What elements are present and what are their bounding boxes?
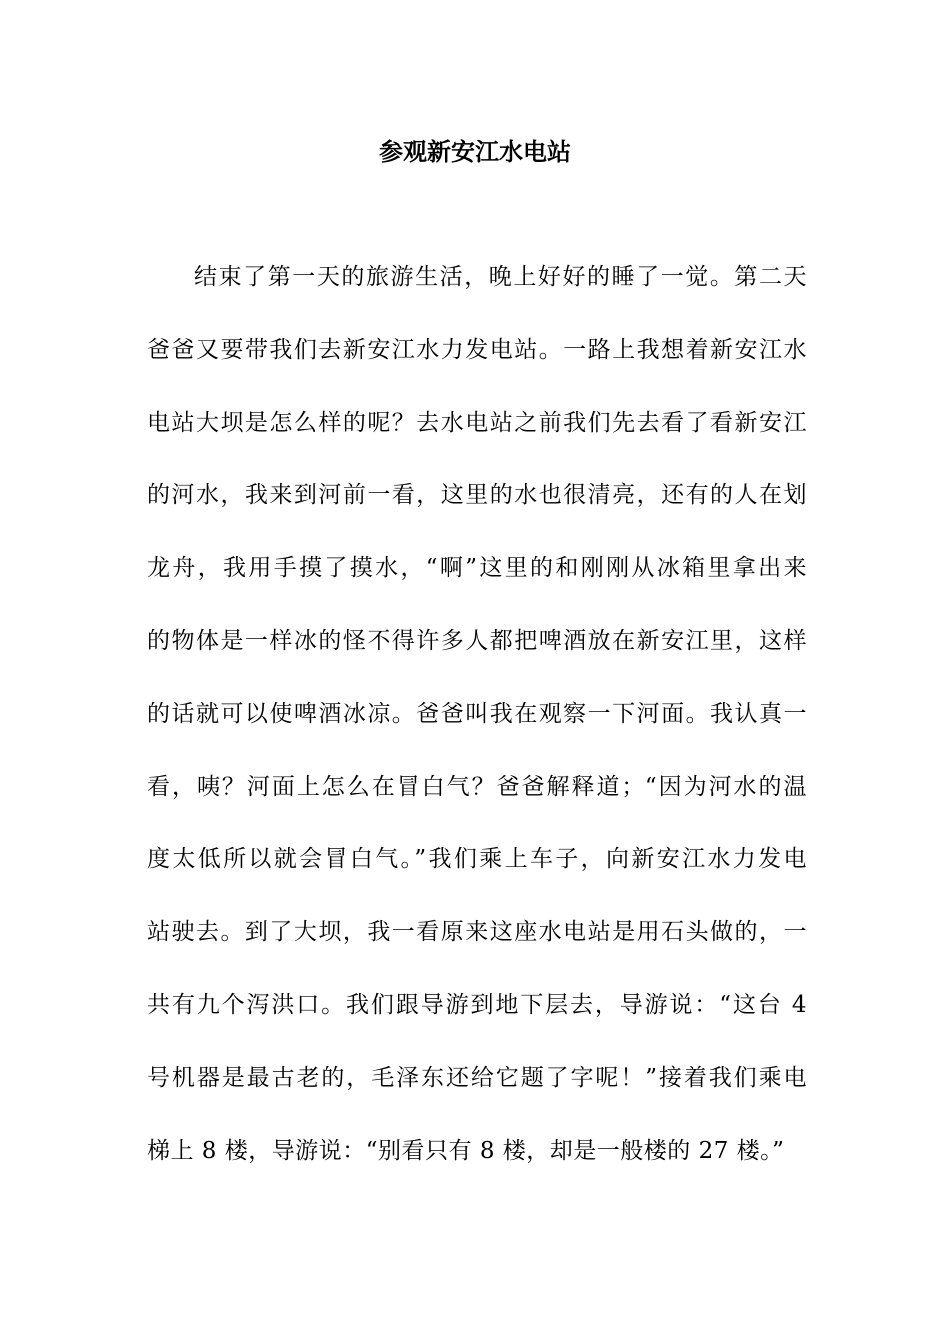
paragraph-line: 龙舟，我用手摸了摸水，“啊”这里的和刚刚从冰箱里拿出来 — [147, 555, 807, 582]
paragraph-line: 电站大坝是怎么样的呢？去水电站之前我们先去看了看新安江 — [147, 409, 807, 436]
paragraph-line: 度太低所以就会冒白气。”我们乘上车子，向新安江水力发电 — [147, 846, 807, 873]
paragraph-line: 的话就可以使啤酒冰凉。爸爸叫我在观察一下河面。我认真一 — [147, 700, 807, 727]
paragraph-line: 的河水，我来到河前一看，这里的水也很清亮，还有的人在划 — [147, 482, 807, 509]
document-body — [147, 257, 807, 1203]
document-title: 参观新安江水电站 — [379, 137, 571, 166]
paragraph-line: 共有九个泻洪口。我们跟导游到地下层去，导游说：“这台 4 — [147, 991, 807, 1018]
paragraph-line: 结束了第一天的旅游生活，晚上好好的睡了一觉。第二天 — [194, 264, 807, 290]
paragraph-line: 梯上 8 楼，导游说：“别看只有 8 楼，却是一般楼的 27 楼。” — [147, 1137, 785, 1164]
paragraph-line: 站驶去。到了大坝，我一看原来这座水电站是用石头做的，一 — [147, 919, 807, 946]
paragraph-line: 的物体是一样冰的怪不得许多人都把啤酒放在新安江里，这样 — [147, 627, 807, 654]
paragraph-line: 号机器是最古老的，毛泽东还给它题了字呢！”接着我们乘电 — [147, 1064, 807, 1091]
paragraph-line: 爸爸又要带我们去新安江水力发电站。一路上我想着新安江水 — [147, 336, 807, 363]
paragraph-line: 看，咦？河面上怎么在冒白气？爸爸解释道；“因为河水的温 — [147, 773, 807, 800]
